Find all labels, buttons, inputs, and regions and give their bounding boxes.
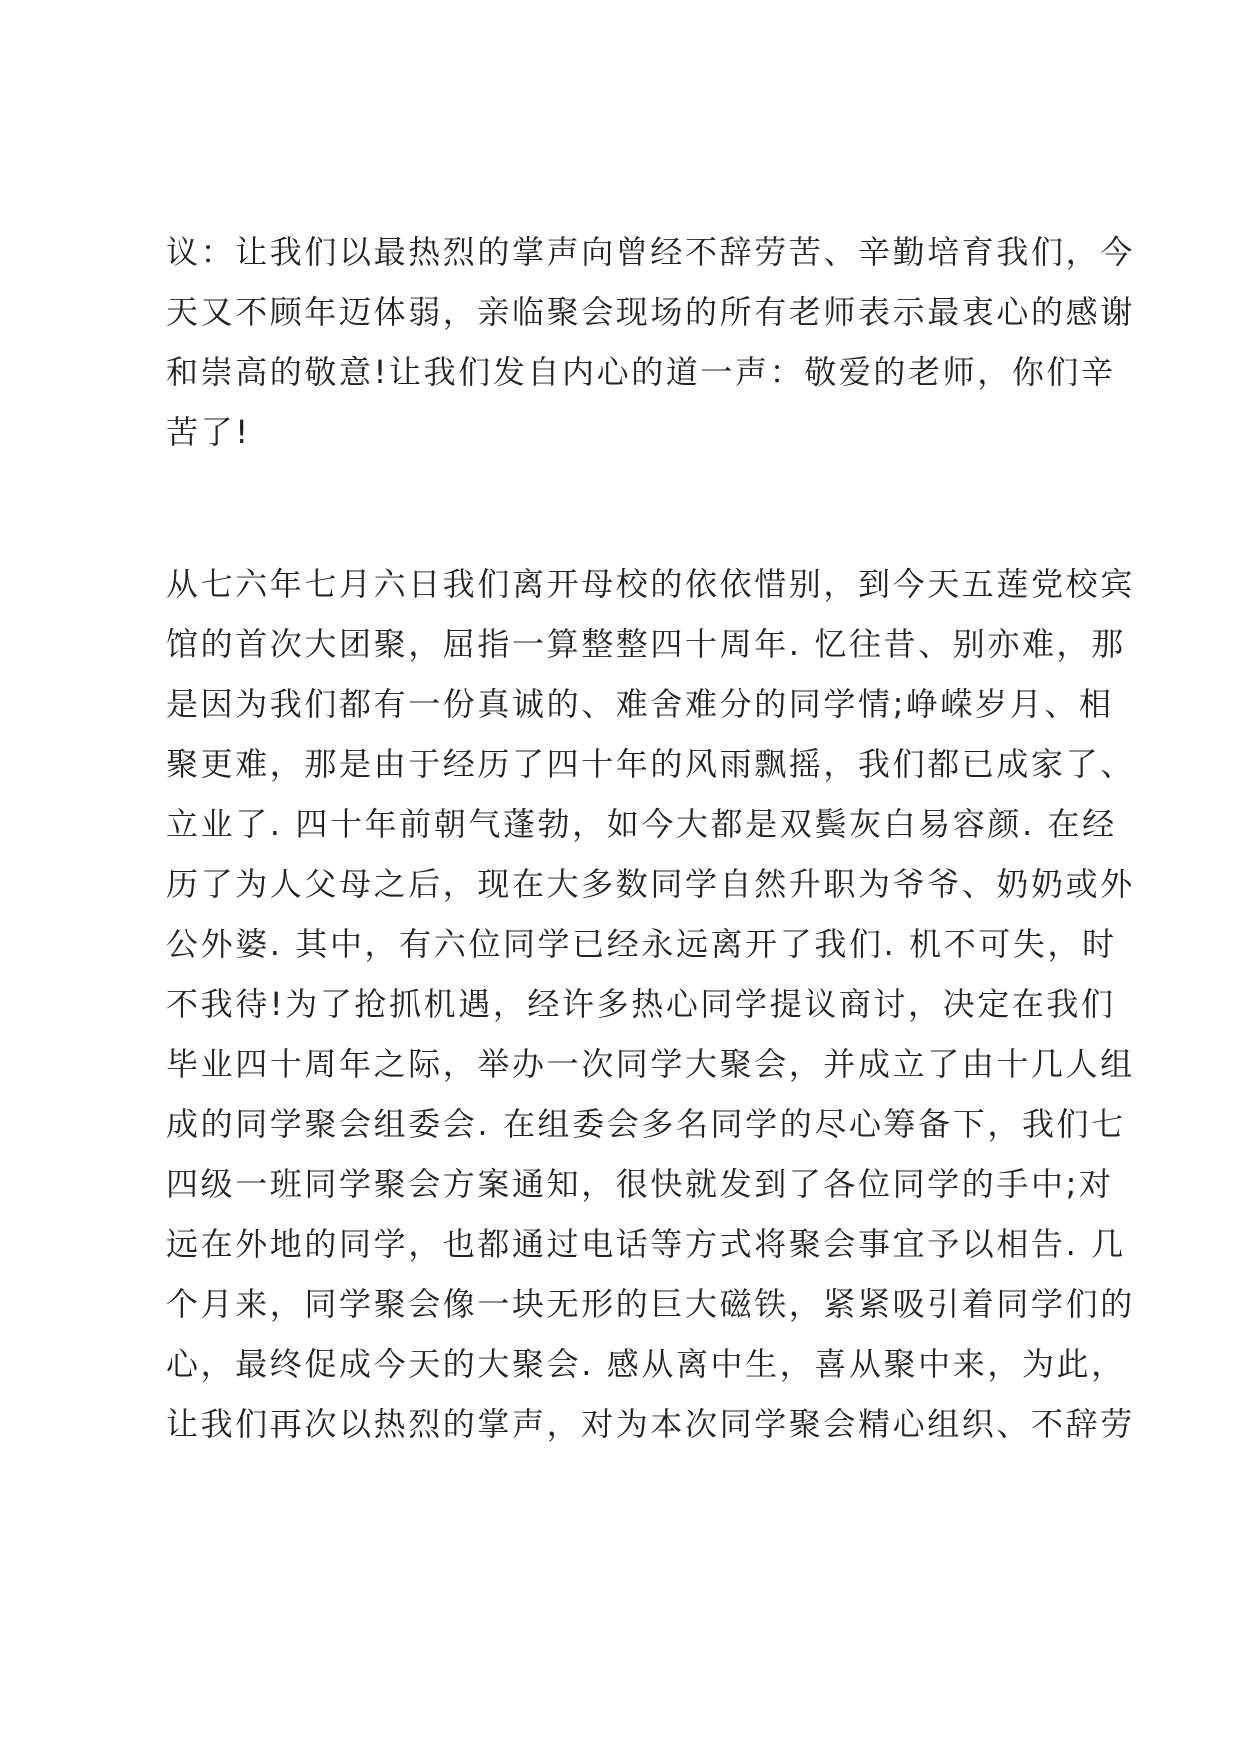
text-line: 历了为人父母之后，现在大多数同学自然升职为爷爷、奶奶或外 [166,865,1135,903]
text-line: 立业了. 四十年前朝气蓬勃，如今大都是双鬓灰白易容颜. 在经 [166,805,1117,843]
text-line: 馆的首次大团聚，屈指一算整整四十周年. 忆往昔、别亦难，那 [166,625,1126,663]
text-line: 不我待!为了抢抓机遇，经许多热心同学提议商讨，决定在我们 [166,985,1116,1023]
text-line: 四级一班同学聚会方案通知，很快就发到了各位同学的手中;对 [166,1165,1114,1203]
text-line: 聚更难，那是由于经历了四十年的风雨飘摇，我们都已成家了、 [166,745,1135,783]
paragraph-reunion [166,554,1135,1454]
text-line: 远在外地的同学，也都通过电话等方式将聚会事宜予以相告. 几 [166,1225,1126,1263]
text-line: 公外婆. 其中，有六位同学已经永远离开了我们. 机不可失，时 [166,925,1117,963]
text-line: 是因为我们都有一份真诚的、难舍难分的同学情;峥嵘岁月、相 [166,685,1114,723]
text-line: 毕业四十周年之际，举办一次同学大聚会，并成立了由十几人组 [166,1045,1135,1083]
text-line: 个月来，同学聚会像一块无形的巨大磁铁，紧紧吸引着同学们的 [166,1285,1135,1323]
text-line: 从七六年七月六日我们离开母校的依依惜别，到今天五莲党校宾 [166,565,1135,603]
text-line: 让我们再次以热烈的掌声，对为本次同学聚会精心组织、不辞劳 [166,1405,1135,1443]
paragraph-tribute [166,222,1135,462]
text-line: 心，最终促成今天的大聚会. 感从离中生，喜从聚中来，为此， [166,1345,1126,1383]
text-line: 苦了! [166,413,251,451]
text-line: 和崇高的敬意!让我们发自内心的道一声：敬爱的老师，你们辛 [166,353,1116,391]
text-line: 议：让我们以最热烈的掌声向曾经不辞劳苦、辛勤培育我们，今 [166,233,1135,271]
text-line: 天又不顾年迈体弱，亲临聚会现场的所有老师表示最衷心的感谢 [166,293,1135,331]
text-line: 成的同学聚会组委会. 在组委会多名同学的尽心筹备下，我们七 [166,1105,1126,1143]
